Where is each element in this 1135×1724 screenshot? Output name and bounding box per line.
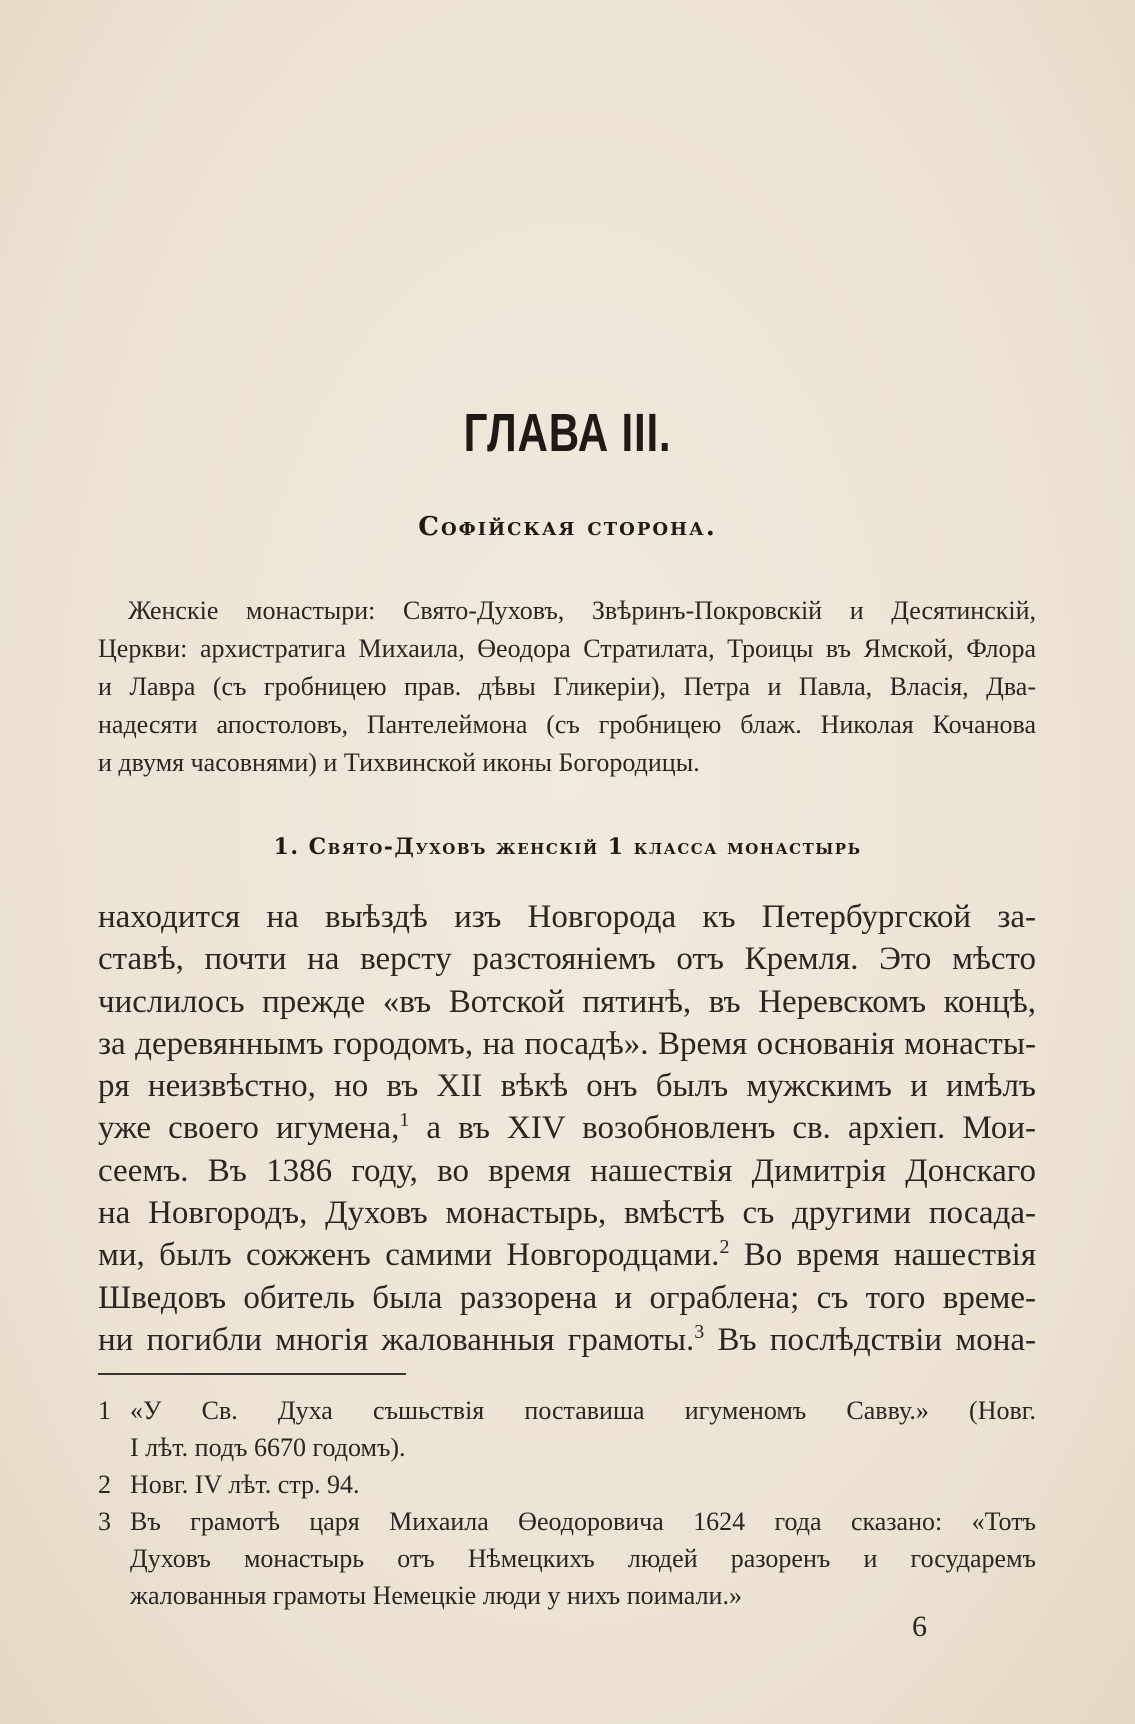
body-line xyxy=(98,1319,1036,1361)
body-line xyxy=(98,1107,1036,1149)
body-line: сеемъ. Въ 1386 году, во время нашествія Димитрія Донскаго xyxy=(98,1152,1036,1189)
summary-line: Женскіе монастыри: Свято-Духовъ, Звѣринъ-Покровскій и Десятинскій, xyxy=(128,596,1036,625)
footnote-line: Въ грамотѣ царя Михаила Өеодоровича 1624 года сказано: «Тотъ xyxy=(130,1507,1036,1536)
body-text-segment: ми, былъ сожженъ самими Новгородцами. xyxy=(98,1237,720,1274)
footnote-ref: 2 xyxy=(719,1236,730,1259)
body-text-segment: ни погибли многія жалованныя грамоты. xyxy=(98,1321,695,1358)
body-text-segment: Въ послѣдствіи мона- xyxy=(704,1321,1036,1358)
footnotes xyxy=(98,1392,1036,1614)
footnote xyxy=(98,1466,1036,1503)
footnote xyxy=(98,1503,1036,1614)
summary-line: и Лавра (съ гробницею прав. дѣвы Гликеріи), Петра и Павла, Власія, Два- xyxy=(98,672,1036,701)
body-line: Шведовъ обитель была раззорена и ограблена; съ того време- xyxy=(98,1279,1036,1316)
footnote-divider xyxy=(98,1373,406,1375)
footnote-number: 2 xyxy=(98,1470,111,1499)
body-line: числилось прежде «въ Вотской пятинѣ, въ Неревскомъ концѣ, xyxy=(98,983,1036,1020)
body-text-segment: а въ XIV возобновленъ св. архіеп. Мои- xyxy=(409,1110,1036,1147)
footnote-ref: 1 xyxy=(399,1109,410,1132)
body-text xyxy=(98,896,1036,1361)
body-line xyxy=(98,1234,1036,1276)
body-line: на Новгородъ, Духовъ монастырь, вмѣстѣ съ другими посада- xyxy=(98,1195,1036,1232)
body-line: за деревяннымъ городомъ, на посадѣ». Время основанія монасты- xyxy=(98,1025,1036,1062)
footnote-line: I лѣт. подъ 6670 годомъ). xyxy=(130,1433,406,1462)
body-text-segment: уже своего игумена, xyxy=(98,1110,400,1147)
summary-line: Церкви: архистратига Михаила, Өеодора Стратилата, Троицы въ Ямской, Флора xyxy=(98,634,1036,663)
footnote-ref: 3 xyxy=(694,1320,705,1343)
body-line: находится на выѣздѣ изъ Новгорода къ Петербургской за- xyxy=(98,899,1036,935)
subsection-heading: 1. Свято-Духовъ женскій 1 класса монастырь xyxy=(273,834,862,860)
summary-line: надесяти апостоловъ, Пантелеймона (съ гробницею блаж. Николая Кочанова xyxy=(98,710,1036,739)
summary-line: и двумя часовнями) и Тихвинской иконы Богородицы. xyxy=(98,748,700,777)
footnote-line: «У Св. Духа съшьствія поставиша игуменомъ Савву.» (Новг. xyxy=(130,1396,1036,1425)
footnote-number: 3 xyxy=(98,1507,111,1536)
body-line: ря неизвѣстно, но въ XII вѣкѣ онъ былъ мужскимъ и имѣлъ xyxy=(98,1068,1036,1105)
page-number: 6 xyxy=(912,1610,927,1643)
footnote-line: жалованныя грамоты Немецкіе люди у нихъ поимали.» xyxy=(130,1581,742,1610)
footnote-number: 1 xyxy=(98,1396,111,1425)
body-text-segment: Во время нашествія xyxy=(729,1237,1036,1274)
chapter-title: ГЛАВА III. xyxy=(463,403,672,463)
footnote-line: Новг. IV лѣт. стр. 94. xyxy=(130,1470,360,1499)
section-title: Софійская сторона. xyxy=(418,512,717,542)
footnote xyxy=(98,1392,1036,1466)
chapter-summary xyxy=(98,592,1036,782)
footnote-line: Духовъ монастырь отъ Нѣмецкихъ людей разоренъ и государемъ xyxy=(130,1544,1036,1573)
body-line: ставѣ, почти на версту разстояніемъ отъ Кремля. Это мѣсто xyxy=(98,941,1036,978)
